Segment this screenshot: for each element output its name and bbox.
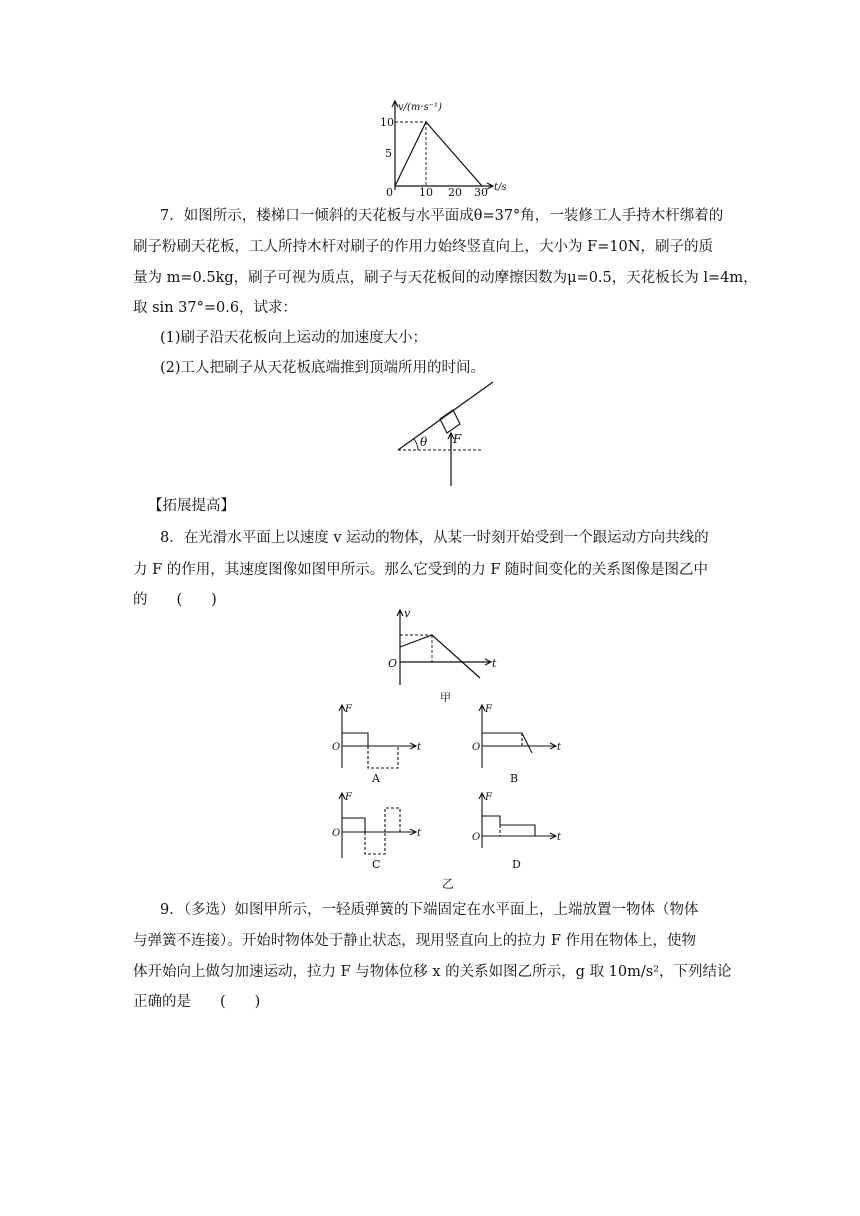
- q8-line2: 力 F 的作用，其速度图像如图甲所示。那么它受到的力 F 随时间变化的关系图像是图乙中: [133, 562, 709, 578]
- velocity-time-figure: [370, 98, 520, 198]
- c-ylabel: F: [345, 792, 352, 803]
- vt-xtick-20: 20: [448, 186, 462, 198]
- q8-line3: 的 ( ): [133, 592, 217, 608]
- d-letter: D: [512, 858, 521, 871]
- figure-jia: [380, 605, 505, 705]
- a-origin: O: [332, 742, 341, 753]
- q7-line3: 量为 m=0.5kg，刷子可视为质点，刷子与天花板间的动摩擦因数为μ=0.5，天花板长为 l=4m，: [133, 270, 758, 286]
- option-b-figure: [470, 700, 570, 785]
- q7-line1: 7．如图所示，楼梯口一倾斜的天花板与水平面成θ=37°角，一装修工人手持木杆绑着的: [160, 208, 724, 224]
- theta-label: θ: [420, 435, 428, 449]
- section-title: 【拓展提高】: [148, 498, 235, 514]
- option-a-figure: [330, 700, 430, 785]
- jia-caption: 甲: [440, 691, 451, 704]
- d-graph-1: [482, 816, 535, 836]
- a-graph: [342, 733, 368, 746]
- vt-xtick-10: 10: [419, 186, 433, 198]
- vt-ytick-10: 10: [380, 116, 394, 129]
- b-graph: [482, 733, 532, 753]
- ceiling-figure: [390, 378, 500, 490]
- a-letter: A: [372, 772, 380, 785]
- option-c-figure: [330, 788, 430, 873]
- a-graph-neg: [368, 746, 398, 768]
- a-xlabel: t: [417, 742, 422, 753]
- caption-yi: 乙: [442, 877, 455, 891]
- vt-ylabel: v/(m·s⁻¹): [398, 102, 442, 113]
- vt-graph-line: [395, 122, 482, 186]
- c-xlabel: t: [417, 828, 422, 839]
- b-letter: B: [510, 772, 519, 785]
- c-graph-1: [342, 818, 365, 832]
- vt-xlabel: t/s: [494, 182, 507, 193]
- angle-arc: [414, 439, 418, 450]
- b-ylabel: F: [485, 704, 492, 715]
- q9-line1: 9．（多选）如图甲所示，一轻质弹簧的下端固定在水平面上，上端放置一物体（物体: [160, 902, 699, 918]
- q9-line4: 正确的是 ( ): [133, 994, 261, 1010]
- option-d-figure: [470, 788, 570, 873]
- jia-origin: O: [388, 657, 398, 670]
- c-letter: C: [372, 858, 381, 871]
- d-ylabel: F: [485, 792, 492, 803]
- q9-line2: 与弹簧不连接）。开始时物体处于静止状态，现用竖直向上的拉力 F 作用在物体上，使物: [133, 933, 697, 949]
- c-origin: O: [332, 828, 341, 839]
- vt-xtick-0: 0: [386, 186, 393, 198]
- q7-line4: 取 sin 37°=0.6，试求：: [133, 300, 298, 316]
- q7-sub1: (1)刷子沿天花板向上运动的加速度大小；: [160, 330, 428, 346]
- force-label: F: [453, 432, 462, 446]
- c-graph-2: [365, 832, 385, 854]
- jia-ylabel: v: [404, 607, 411, 620]
- d-origin: O: [472, 832, 481, 843]
- ceiling-line: [398, 382, 493, 450]
- q8-line1: 8．在光滑水平面上以速度 v 运动的物体，从某一时刻开始受到一个跟运动方向共线的: [160, 530, 709, 546]
- jia-graph-line: [400, 635, 480, 678]
- b-xlabel: t: [557, 742, 562, 753]
- jia-xlabel: t: [492, 657, 497, 670]
- q7-sub2: (2)工人把刷子从天花板底端推到顶端所用的时间。: [160, 360, 486, 376]
- vt-ytick-5: 5: [385, 147, 392, 160]
- c-graph-3: [385, 808, 400, 832]
- b-origin: O: [472, 742, 481, 753]
- a-ylabel: F: [345, 704, 352, 715]
- vt-xtick-30: 30: [474, 186, 488, 198]
- q7-line2: 刷子粉刷天花板，工人所持木杆对刷子的作用力始终竖直向上，大小为 F=10N，刷子的质: [133, 239, 713, 255]
- d-xlabel: t: [557, 832, 562, 843]
- q9-line3: 体开始向上做匀加速运动，拉力 F 与物体位移 x 的关系如图乙所示，g 取 10m/s²，下列结论: [133, 964, 732, 980]
